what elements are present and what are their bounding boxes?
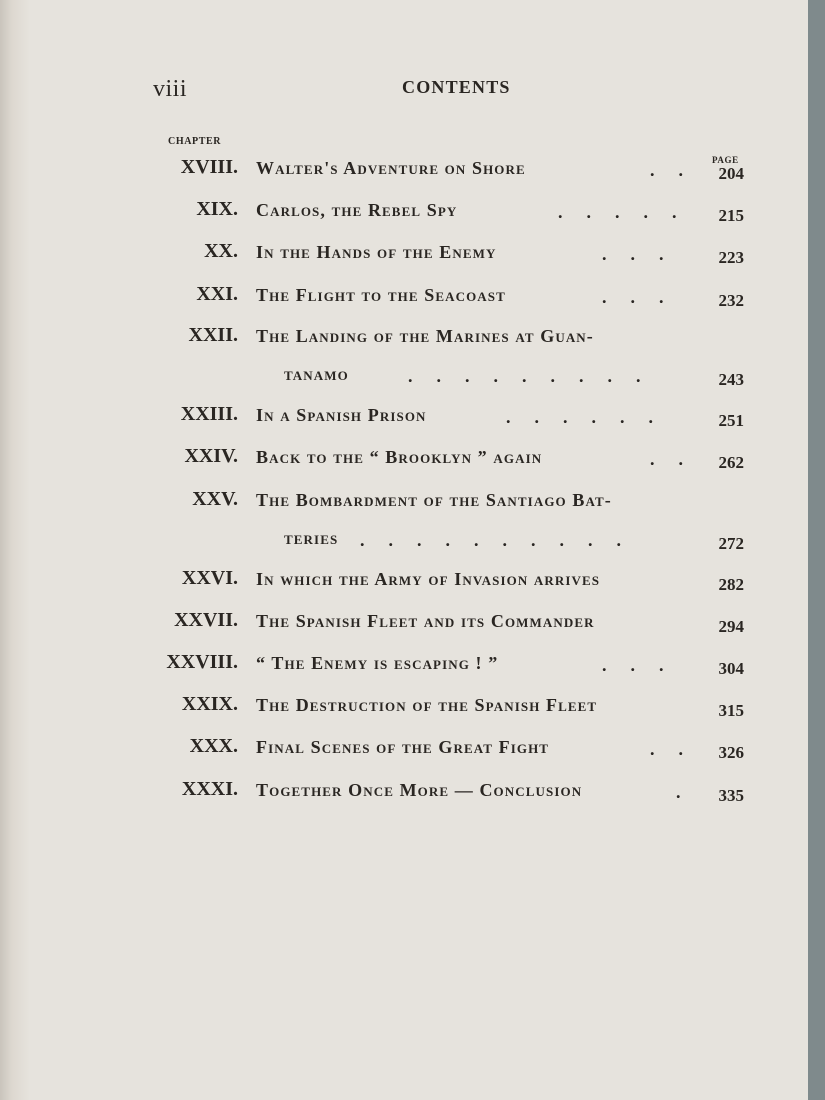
chapter-number: XXVI. (181, 567, 238, 589)
toc-entry (0, 651, 808, 685)
dot-leaders: .......... (360, 530, 645, 550)
toc-entry (0, 567, 808, 601)
chapter-title: Carlos, the Rebel Spy (256, 200, 458, 220)
chapter-number: XVIII. (180, 156, 238, 178)
dot-leaders: ......... (408, 366, 665, 386)
chapter-number: XXIX. (181, 693, 238, 715)
chapter-number: XX. (204, 240, 238, 262)
chapter-page: 204 (718, 164, 744, 183)
chapter-title-continued: tanamo (284, 364, 349, 384)
toc-entry (0, 609, 808, 643)
chapter-title: “ The Enemy is escaping ! ” (256, 653, 499, 673)
chapter-page: 215 (718, 206, 744, 225)
toc-entry (0, 445, 808, 479)
chapter-number: XXV. (192, 488, 238, 510)
toc-entry-continuation (0, 526, 808, 560)
chapter-number: XXVII. (174, 609, 238, 631)
chapter-page: 304 (718, 659, 744, 678)
chapter-page: 282 (718, 575, 744, 594)
dot-leaders: ..... (558, 202, 701, 222)
toc-entry (0, 198, 808, 232)
dot-leaders: ... (602, 287, 688, 307)
dot-leaders: ... (602, 655, 688, 675)
chapter-page: 315 (718, 701, 744, 720)
dot-leaders: . (676, 782, 705, 802)
page-number: viii (153, 76, 188, 102)
chapter-title: In which the Army of Invasion arrives (256, 569, 601, 589)
chapter-page: 326 (718, 743, 744, 762)
chapter-title: The Flight to the Seacoast (256, 285, 506, 305)
chapter-title: Back to the “ Brooklyn ” again (256, 447, 543, 467)
chapter-page: 262 (718, 453, 744, 472)
chapter-number: XIX. (196, 198, 238, 220)
chapter-title-continued: teries (284, 528, 339, 548)
chapter-page: 294 (718, 617, 744, 636)
chapter-number: XXI. (196, 283, 238, 305)
chapter-title: The Spanish Fleet and its Commander (256, 611, 595, 631)
chapter-page: 223 (718, 248, 744, 267)
chapter-number: XXVIII. (166, 651, 238, 673)
chapter-number: XXX. (189, 735, 238, 757)
chapter-number: XXXI. (181, 778, 238, 800)
chapter-number: XXIII. (180, 403, 238, 425)
toc-entry (0, 735, 808, 769)
dot-leaders: ... (602, 244, 688, 264)
page-title: CONTENTS (402, 77, 511, 97)
chapter-page: 335 (718, 786, 744, 805)
toc-entry (0, 324, 808, 358)
chapter-title: Final Scenes of the Great Fight (256, 737, 550, 757)
chapter-title: Walter's Adventure on Shore (256, 158, 526, 178)
chapter-title: In a Spanish Prison (256, 405, 427, 425)
toc-entry (0, 240, 808, 274)
toc-entry (0, 488, 808, 522)
toc-entry (0, 778, 808, 812)
page-column-label: PAGE (712, 155, 739, 165)
toc-entry (0, 693, 808, 727)
dot-leaders: ...... (506, 407, 677, 427)
chapter-page: 251 (718, 411, 744, 430)
chapter-title: Together Once More — Conclusion (256, 780, 583, 800)
chapter-number: XXII. (188, 324, 238, 346)
chapter-title: The Landing of the Marines at Guan- (256, 326, 594, 346)
chapter-title: The Destruction of the Spanish Fleet (256, 695, 598, 715)
chapter-page: 243 (718, 370, 744, 389)
toc-entry (0, 156, 808, 190)
chapter-page: 232 (718, 291, 744, 310)
chapter-title: In the Hands of the Enemy (256, 242, 497, 262)
chapter-column-label: CHAPTER (168, 136, 222, 147)
chapter-number: XXIV. (184, 445, 238, 467)
dot-leaders: .. (650, 739, 707, 759)
chapter-title: The Bombardment of the Santiago Bat- (256, 490, 612, 510)
chapter-page: 272 (718, 534, 744, 553)
dot-leaders: .. (650, 449, 707, 469)
toc-entry (0, 403, 808, 437)
toc-entry-continuation (0, 362, 808, 396)
toc-entry (0, 283, 808, 317)
dot-leaders: .. (650, 160, 707, 180)
